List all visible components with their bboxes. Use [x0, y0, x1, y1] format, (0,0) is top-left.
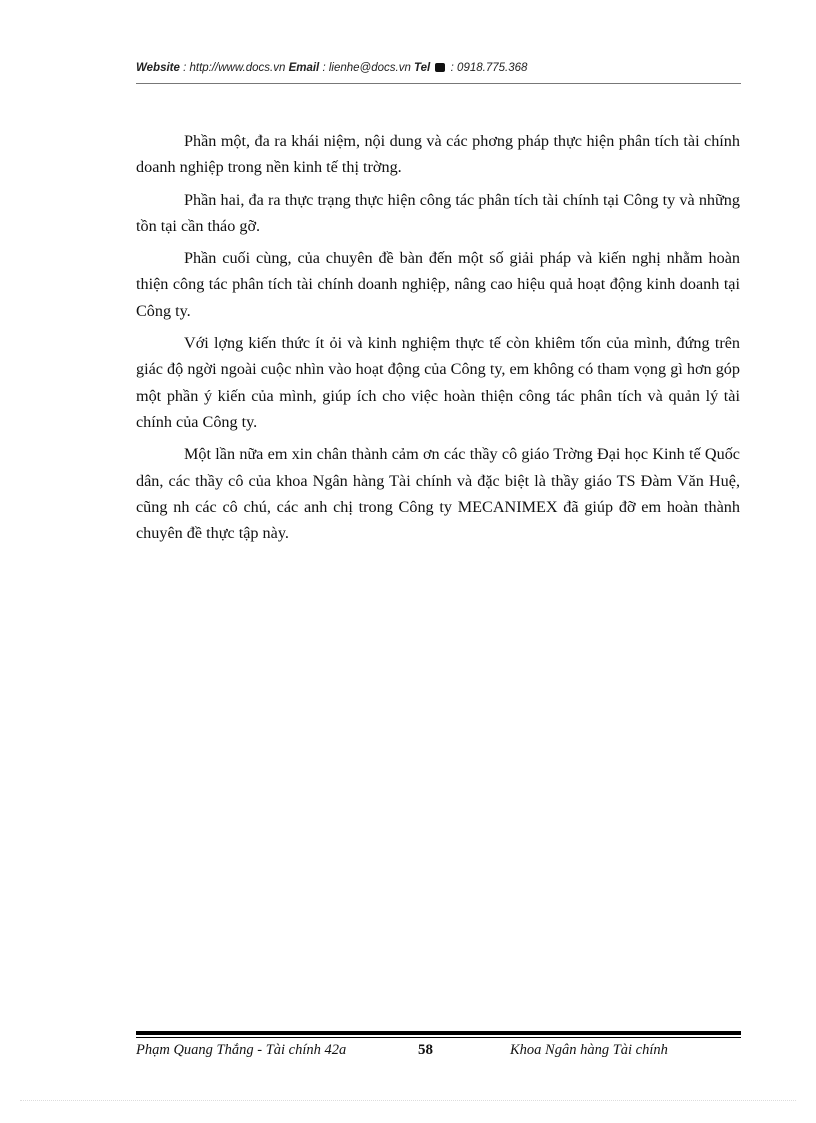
email-label: Email	[288, 62, 320, 74]
website-label: Website	[136, 62, 180, 74]
tel-value: : 0918.775.368	[450, 62, 528, 74]
paragraph: Phần một, đa ra khái niệm, nội dung và các phơng pháp thực hiện phân tích tài chính doanh nghiệp trong nền kinh tế thị trờng.	[136, 132, 740, 177]
phone-icon	[435, 63, 445, 72]
footer-rule-thick	[136, 1031, 741, 1035]
website-value: : http://www.docs.vn	[183, 62, 286, 74]
footer-rule-thin	[136, 1037, 741, 1038]
email-value: : lienhe@docs.vn	[322, 62, 411, 74]
paragraph: Phần hai, đa ra thực trạng thực hiện công tác phân tích tài chính tại Công ty và những tồn tại cần tháo gỡ.	[136, 190, 740, 235]
page-footer	[136, 1042, 741, 1064]
paragraph: Với lợng kiến thức ít ỏi và kinh nghiệm thực tế còn khiêm tốn của mình, đứng trên giác độ ngời ngoài cuộc nhìn vào hoạt động của Công ty, em không có tham vọng gì hơn góp một phần ý kiến của mình, giúp ích cho việc hoàn thiện công tác phân tích và quản lý tài chính của Công ty.	[136, 334, 740, 431]
paragraph: Phần cuối cùng, của chuyên đề bàn đến một số giải pháp và kiến nghị nhằm hoàn thiện công tác phân tích tài chính doanh nghiệp, nâng cao hiệu quả hoạt động kinh doanh tại Công ty.	[136, 249, 740, 320]
footer-department: Khoa Ngân hàng Tài chính	[510, 1042, 668, 1058]
footer-author: Phạm Quang Thắng - Tài chính 42a	[136, 1042, 347, 1058]
tel-label: Tel	[414, 62, 431, 74]
page-header	[136, 62, 741, 84]
page-number: 58	[418, 1042, 433, 1058]
document-body	[136, 128, 740, 552]
paragraph: Một lần nữa em xin chân thành cảm ơn các thầy cô giáo Trờng Đại học Kinh tế Quốc dân, các thầy cô của khoa Ngân hàng Tài chính và đặc biệt là thầy giáo TS Đàm Văn Huệ, cũng nh các cô chú, các anh chị trong Công ty MECANIMEX đã giúp đỡ em hoàn thành chuyên đề thực tập này.	[136, 445, 740, 543]
page-edge-divider	[20, 1100, 796, 1101]
